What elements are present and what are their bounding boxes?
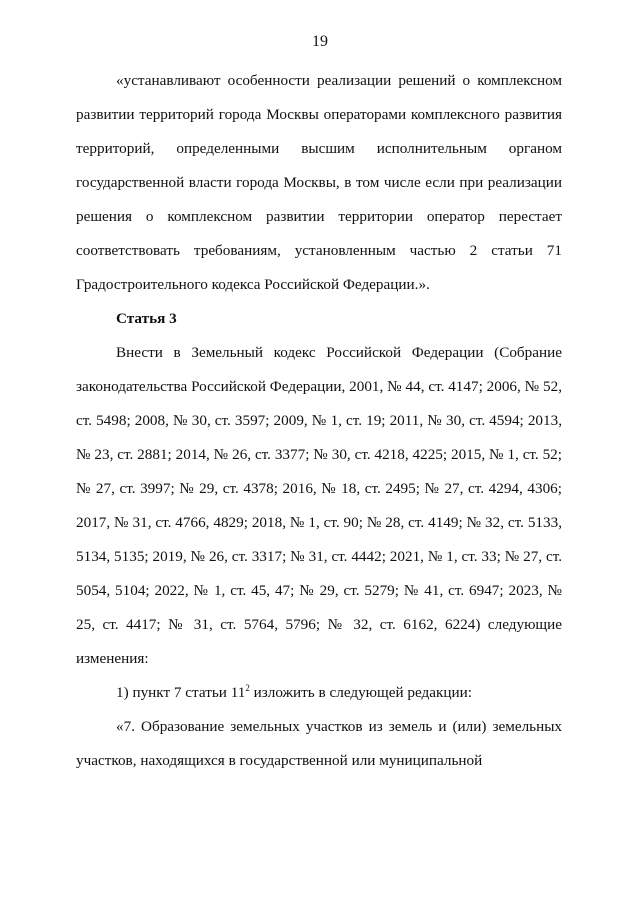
amendment-paragraph-new-text: «7. Образование земельных участков из земель и (или) земельных участков, находящихся в государственной или муниципальной [76, 718, 562, 769]
item-1-superscript: 2 [245, 682, 250, 693]
item-1-suffix: изложить в следующей редакции: [249, 684, 472, 701]
page-number: 19 [312, 33, 328, 50]
item-1-prefix: 1) пункт 7 статьи 11 [116, 684, 246, 701]
document-body [76, 64, 562, 778]
article-heading: Статья 3 [116, 310, 177, 327]
amendment-paragraph-quote: «устанавливают особенности реализации решений о комплексном развитии территорий города Москвы операторами комплексного развития территорий, определенными высшим исполнительным органом государственной власти города Москвы, в том числе если при реализации решения о комплексном развитии территории оператор перестает соответствовать требованиям, установленным частью 2 статьи 71 Градостроительного кодекса Российской Федерации.». [76, 72, 562, 293]
amendment-intro-paragraph: Внести в Земельный кодекс Российской Федерации (Собрание законодательства Российской Федерации, 2001, № 44, ст. 4147; 2006, № 52, ст. 5498; 2008, № 30, ст. 3597; 2009, № 1, ст. 19; 2011, № 30, ст. 4594; 2013, № 23, ст. 2881; 2014, № 26, ст. 3377; № 30, ст. 4218, 4225; 2015, № 1, ст. 52; № 27, ст. 3997; № 29, ст. 4378; 2016, № 18, ст. 2495; № 27, ст. 4294, 4306; 2017, № 31, ст. 4766, 4829; 2018, № 1, ст. 90; № 28, ст. 4149; № 32, ст. 5133, 5134, 5135; 2019, № 26, ст. 3317; № 31, ст. 4442; 2021, № 1, ст. 33; № 27, ст. 5054, 5104; 2022, № 1, ст. 45, 47; № 29, ст. 5279; № 41, ст. 6947; 2023, № 25, ст. 4417; № 31, ст. 5764, 5796; № 32, ст. 6162, 6224) следующие изменения: [76, 344, 562, 667]
amendment-item-1 [76, 676, 562, 710]
